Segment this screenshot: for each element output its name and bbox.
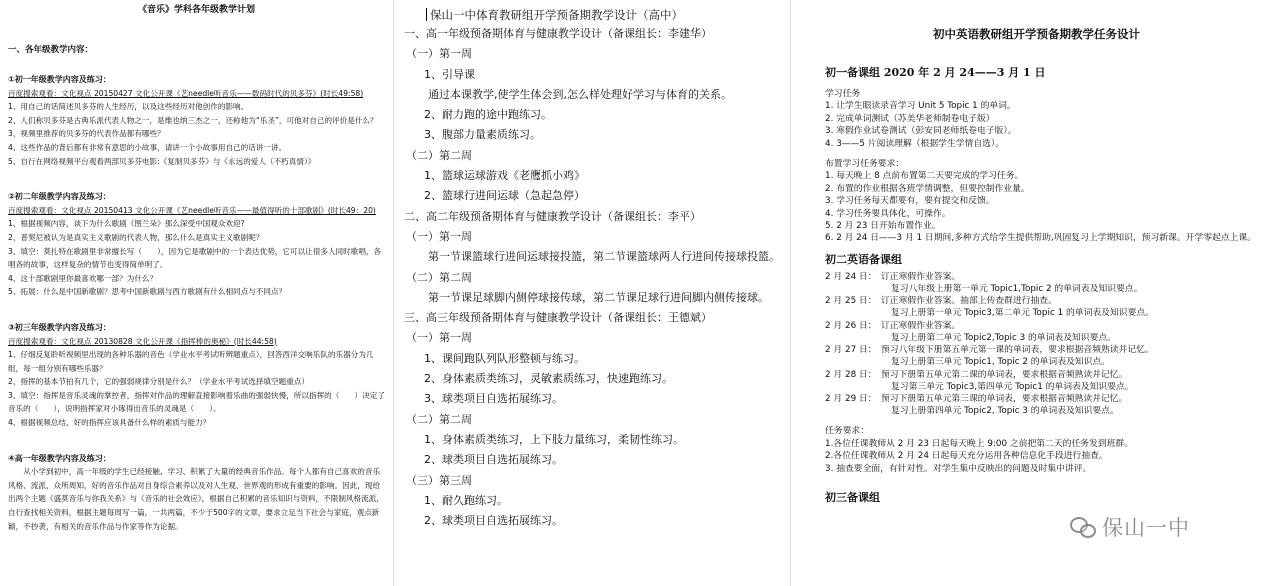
plan-line: （一）第一周: [406, 47, 472, 61]
plan-line: 2、球类项目自选拓展练习。: [424, 453, 563, 467]
assign-item: 5. 2 月 23 日开始布置作业。: [825, 221, 941, 232]
requirement-item: 2.各位任课教师从 2 月 24 日起每天充分运用各种信息化手段进行抽查。: [825, 451, 1108, 462]
grade-block: [8, 73, 385, 168]
assign-group: [825, 158, 1280, 245]
task-group-heading: 学习任务: [825, 89, 861, 99]
day-entry: [825, 271, 1280, 295]
video-source: 百度搜索观看：文化视点 20150413 文化公开课《艺needle听音乐——最值得听的十部歌剧》(时长49：20): [8, 205, 376, 215]
day-task: 订正寒假作业答案。抽部上传查群进行抽查。: [881, 296, 1057, 307]
day-review: 复习八年级上册第一单元 Topic1,Topic 2 的单词表及知识要点。: [891, 284, 1143, 295]
music-plan-page: [0, 0, 394, 586]
exercise-item: 4、这十部歌剧里你最喜欢哪一部？为什么？: [8, 273, 158, 283]
plan-line: 1、身体素质类练习，上下肢力量练习，柔韧性练习。: [424, 432, 684, 446]
day-entry: [825, 295, 1280, 319]
exercise-item: 1、用自己的话简述贝多芬的人生经历，以及这些经历对他创作的影响。: [8, 102, 249, 112]
day-entry: [825, 344, 1280, 368]
grade-heading: ②初二年级教学内容及练习：: [8, 192, 111, 202]
plan-line: 2、耐力跑的途中跑练习。: [424, 108, 552, 122]
day-date: 2 月 27 日：: [825, 345, 877, 356]
task-item: 2. 完成单词测试（苏美华老师制卷电子版）: [825, 113, 995, 124]
page-title: [426, 6, 790, 24]
exercise-item: 3、填空：指挥是音乐灵魂的掌控者，指挥对作品的理解直接影响着乐曲的强弱快慢，所以指挥的（ ）决定了音乐的（ ），说明指挥家对小琢得出音乐的灵魂是（ ）。: [8, 390, 385, 414]
day-date: 2 月 26 日：: [825, 320, 877, 331]
exercise-item: 2、指挥的基本节拍有几个，它的强弱规律分别是什么？（学业水平考试选择填空题重点）: [8, 377, 309, 387]
plan-lines: [396, 24, 790, 531]
requirement-item: 3. 抽查要全面，有针对性。对学生集中反映出的问题及时集中讲评。: [825, 463, 1092, 474]
plan-line: 2、球类项目自选拓展练习。: [424, 514, 563, 528]
day-review: 复习第三单元 Topic3,第四单元 Topic1 的单词表及知识要点。: [891, 381, 1134, 392]
plan-line: （二）第二周: [406, 270, 472, 284]
assign-item: 1. 每天晚上 8 点前布置第二天要完成的学习任务。: [825, 171, 1024, 182]
exercise-item: 3、视频里推荐的贝多芬的代表作品都有哪些？: [8, 129, 165, 139]
plan-line: 2、篮球行进间运球（急起急停）: [424, 189, 585, 203]
english-plan-page: [793, 0, 1280, 586]
exercise-item: 5、自行在网络视频平台观看两部贝多芬电影:《复制贝多芬》与《永远的爱人（不朽真情）》: [8, 156, 316, 166]
watermark-text: 保山一中: [1102, 516, 1190, 540]
task-item: 4. 3——5 片阅读理解（根据学生学情自选）。: [825, 138, 1005, 149]
plan-line: 三、高三年级预备期体育与健康教学设计（备课组长：王德斌）: [404, 311, 712, 325]
day-review: 复习上册第四单元 Topic2, Topic 3 的单词表及知识要点。: [891, 406, 1119, 417]
requirement-heading: 任务要求：: [825, 426, 869, 437]
text-cursor: [426, 8, 427, 21]
exercise-item: 4、这些作品的背后都有非常有意思的小故事，请讲一个小故事用自己的话讲一讲。: [8, 142, 287, 152]
day-list: [793, 271, 1280, 417]
day-entry: [825, 393, 1280, 417]
requirement-group: [825, 425, 1280, 475]
page-title: 初中英语教研组开学预备期教学任务设计: [933, 27, 1140, 41]
task-item: 1. 让学生眼读录音学习 Unit 5 Topic 1 的单词。: [825, 101, 1016, 112]
plan-line: 3、腹部力量素质练习。: [424, 128, 541, 142]
day-entry: [825, 320, 1280, 344]
assign-item: 6. 2 月 24 日——3 月 1 日期间,多种方式给学生提供帮助,巩固复习上学期知识，预习新课。开学零起点上课。: [825, 233, 1257, 244]
task-list: [825, 100, 1280, 150]
assign-item: 4. 学习任务要具体化，可操作。: [825, 208, 951, 219]
plan-line: 1、篮球运球游戏《老鹰抓小鸡》: [424, 169, 585, 183]
grade-block: [8, 321, 385, 430]
plan-line: 1、课间跑队列队形整顿与练习。: [424, 351, 585, 365]
plan-line: 第一节课足球脚内侧停球接传球，第二节课足球行进间脚内侧传接球。: [428, 290, 769, 304]
assign-group-heading: 布置学习任务要求：: [825, 159, 905, 170]
task-item: 3. 寒假作业试卷测试（彭安同老师纸卷电子版）。: [825, 126, 1017, 137]
week-heading: 初一备课组 2020 年 2 月 24——3 月 1 日: [825, 66, 1046, 79]
grade-heading: ①初一年级教学内容及练习：: [8, 75, 111, 84]
wechat-icon: [1070, 517, 1096, 537]
pe-plan-page: [396, 0, 791, 586]
requirement-list: [825, 438, 1280, 475]
day-review: 复习上册第三单元 Topic1, Topic 2 的单词表及知识点。: [891, 357, 1110, 368]
exercise-item: 5、拓展：什么是中国新歌剧？思考中国新歌剧与西方歌剧有什么相同点与不同点？: [8, 287, 287, 297]
grade-block: [8, 190, 385, 299]
grade-heading: ③初三年级教学内容及练习：: [8, 322, 111, 332]
plan-line: 1、引导课: [424, 67, 475, 81]
exercise-item: 3、填空：莫扎特在歌剧里非常擅长写（ ），因为它是歌剧中的一个表达优势，它可以让很多人同时歌唱，各唱各的故事，这样复杂的情节也变得简单明了。: [8, 246, 382, 270]
plan-line: 3、球类项目自选拓展练习。: [424, 392, 563, 406]
assign-list: [825, 170, 1280, 244]
day-review: 复习上册第二单元 Topic2,Topic 3 的单词表及知识要点。: [891, 332, 1116, 343]
day-date: 2 月 28 日：: [825, 369, 877, 380]
grade-paragraph: 从小学到初中，高一年级的学生已经接触、学习、积累了大量的经典音乐作品。每个人都有自己喜欢的音乐风格、流派，众所周知，好的音乐作品对自身综合素养以及对人生观、世界观的形成有重要的影响。因此，现给出两个主题《盛莫音乐与你我关系》与《音乐的社会效应》，根据自己积累的音乐知识与资料，不限制风格流派，自行查找相关资料，根据主题每周写一篇，一共两篇，不少于500字的文章，要求立足当下社会与家庭，观点新颖，不抄袭，有相关的音乐作品与作家等作为论据。: [8, 467, 384, 531]
exercise-item: 4、根据视频总结，好的指挥应该具备什么样的素质与能力？: [8, 418, 211, 428]
grade3-heading: 初三备课组: [825, 490, 880, 504]
grade-block-senior1: [8, 452, 385, 534]
grade2-heading: 初二英语备课组: [825, 252, 902, 266]
watermark: [1070, 512, 1190, 542]
grade-heading: ④高一年级教学内容及练习：: [8, 453, 111, 463]
day-task: 订正寒假作业答案。: [881, 320, 961, 331]
plan-line: 第一节课篮球行进间运球接投篮，第二节课篮球两人行进间传接球投篮。: [428, 250, 780, 264]
grade-blocks: [0, 73, 393, 430]
day-task: 预习八年级下册第五单元第一课的单词表，要求根据音频熟读并记忆。: [881, 345, 1154, 356]
assign-item: 3. 学习任务每天都要有，要有提交和反馈。: [825, 196, 995, 207]
video-source: 百度搜索观看：文化视点 20130828 文化公开课《指挥棒的奥秘》(时长44:58): [8, 336, 277, 346]
section-heading: 一、各年级教学内容：: [8, 45, 94, 55]
plan-line: （一）第一周: [406, 331, 472, 345]
exercise-item: 2、人们称贝多芬是古典乐派代表人物之一，是维也纳三杰之一，还称他为“乐圣”，可他对自己的评价是什么？: [8, 115, 378, 125]
plan-line: 通过本课教学,使学生体会到,怎么样处理好学习与体育的关系。: [428, 87, 732, 101]
plan-line: （二）第二周: [406, 148, 472, 162]
day-review: 复习上册第一单元 Topic3,第二单元 Topic 1 的单词表及知识要点。: [891, 308, 1154, 319]
day-task: 预习下册第五单元第三课的单词表，要求根据音频熟读并记忆。: [881, 393, 1128, 404]
video-source: 百度搜索观看：文化视点 20150427 文化公开课《艺needle听音乐——数码时代的贝多芬》(时长49:58): [8, 88, 364, 98]
plan-line: （一）第一周: [406, 229, 472, 243]
assign-item: 2. 布置的作业根据各班学情调整，但要控制作业量。: [825, 183, 1030, 194]
plan-line: 一、高一年级预备期体育与健康教学设计（备课组长：李建华）: [404, 27, 712, 40]
day-task: 预习下册第五单元第二课的单词表，要求根据音频熟读并记忆。: [881, 369, 1128, 380]
page-title: 《音乐》学科各年级教学计划: [137, 5, 255, 15]
plan-line: （三）第三周: [406, 473, 472, 487]
day-entry: [825, 369, 1280, 393]
plan-line: 1、耐久跑练习。: [424, 493, 508, 507]
day-date: 2 月 25 日：: [825, 296, 877, 307]
task-group: [825, 88, 1280, 150]
requirement-item: 1.各位任课教师从 2 月 23 日起每天晚上 9:00 之前把第二天的任务发到班群。: [825, 438, 1134, 449]
page-title-text: 保山一中体育教研组开学预备期教学设计（高中）: [430, 8, 683, 22]
plan-line: 2、身体素质类练习，灵敏素质练习，快速跑练习。: [424, 372, 673, 386]
day-task: 订正寒假作业答案。: [881, 271, 961, 282]
exercise-item: 1、根据视频内容，谈下为什么歌剧《图兰朵》那么深受中国观众欢迎?: [8, 219, 245, 229]
day-date: 2 月 29 日：: [825, 393, 877, 404]
exercise-item: 1、仔细反复聆听视频里出现的各种乐器的音色（学业水平考试听辨题重点），回答西洋交响乐队的乐器分为几组，每一组分别有哪些乐器？: [8, 350, 374, 373]
exercise-item: 2、普契尼被认为是真实主义歌剧的代表人物，那么什么是真实主义歌剧呢？: [8, 232, 264, 242]
plan-line: （二）第二周: [406, 412, 472, 426]
plan-line: 二、高二年级预备期体育与健康教学设计（备课组长：李平）: [404, 209, 701, 223]
day-date: 2 月 24 日：: [825, 271, 877, 282]
